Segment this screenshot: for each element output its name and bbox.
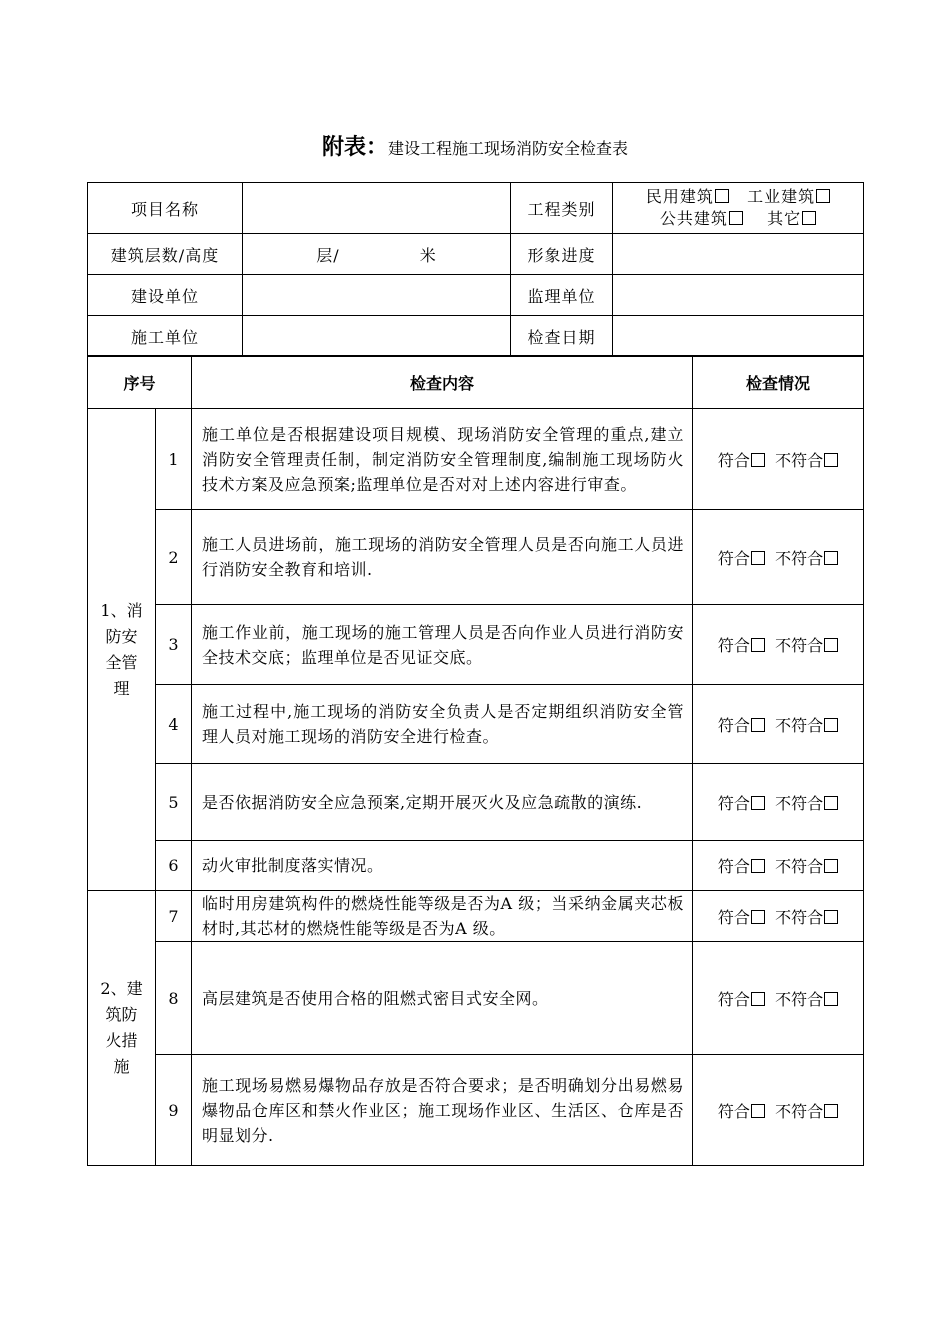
pass-checkbox[interactable]	[751, 551, 765, 565]
check-date-label: 检查日期	[511, 316, 613, 357]
type-other-checkbox[interactable]	[802, 211, 816, 225]
item-status: 符合 不符合	[693, 841, 864, 891]
pass-checkbox[interactable]	[751, 859, 765, 873]
item-text: 施工现场易燃易爆物品存放是否符合要求；是否明确划分出易燃易爆物品仓库区和禁火作业区；施工现场作业区、生活区、仓库是否明显划分.	[192, 1055, 693, 1166]
item-number: 5	[156, 764, 192, 841]
type-civil-checkbox[interactable]	[715, 189, 729, 203]
item-status: 符合 不符合	[693, 510, 864, 605]
item-status: 符合 不符合	[693, 685, 864, 764]
fail-checkbox[interactable]	[824, 1104, 838, 1118]
fail-checkbox[interactable]	[824, 910, 838, 924]
section-2-label: 2、建 筑防 火措 施	[88, 891, 156, 1166]
item-status: 符合 不符合	[693, 409, 864, 510]
header-content: 检查内容	[192, 356, 693, 409]
item-text: 施工人员进场前，施工现场的消防安全管理人员是否向施工人员进行消防安全教育和培训.	[192, 510, 693, 605]
item-text: 动火审批制度落实情况。	[192, 841, 693, 891]
pass-checkbox[interactable]	[751, 910, 765, 924]
item-number: 6	[156, 841, 192, 891]
type-other-label: 其它	[767, 209, 802, 228]
table-row	[88, 841, 864, 891]
fail-checkbox[interactable]	[824, 453, 838, 467]
project-type-options	[613, 183, 864, 234]
item-text: 施工单位是否根据建设项目规模、现场消防安全管理的重点,建立消防安全管理责任制，制定消防安全管理制度,编制施工现场防火技术方案及应急预案;监理单位是否对对上述内容进行审查。	[192, 409, 693, 510]
pass-checkbox[interactable]	[751, 453, 765, 467]
supervisor-value[interactable]	[613, 275, 864, 316]
fail-checkbox[interactable]	[824, 638, 838, 652]
table-row	[88, 942, 864, 1055]
fail-checkbox[interactable]	[824, 551, 838, 565]
builder-value[interactable]	[243, 275, 511, 316]
item-number: 2	[156, 510, 192, 605]
pass-checkbox[interactable]	[751, 796, 765, 810]
height-unit: 米	[419, 245, 437, 265]
pass-checkbox[interactable]	[751, 992, 765, 1006]
floors-value[interactable]	[243, 234, 511, 275]
progress-label: 形象进度	[511, 234, 613, 275]
info-table	[87, 182, 864, 357]
item-status: 符合 不符合	[693, 891, 864, 942]
header-seq: 序号	[88, 356, 192, 409]
table-row	[88, 891, 864, 942]
item-status: 符合 不符合	[693, 942, 864, 1055]
pass-checkbox[interactable]	[751, 638, 765, 652]
table-row	[88, 409, 864, 510]
page-title	[0, 130, 950, 161]
type-public-label: 公共建筑	[659, 209, 728, 228]
type-public-checkbox[interactable]	[729, 211, 743, 225]
table-row	[88, 605, 864, 685]
table-row	[88, 764, 864, 841]
builder-label: 建设单位	[88, 275, 243, 316]
item-number: 8	[156, 942, 192, 1055]
project-type-label: 工程类别	[511, 183, 613, 234]
checklist-table	[87, 355, 864, 1166]
pass-checkbox[interactable]	[751, 1104, 765, 1118]
item-status: 符合 不符合	[693, 605, 864, 685]
item-number: 7	[156, 891, 192, 942]
item-text: 临时用房建筑构件的燃烧性能等级是否为A 级；当采纳金属夹芯板材时,其芯材的燃烧性能等级是否为A 级。	[192, 891, 693, 942]
item-status: 符合 不符合	[693, 1055, 864, 1166]
table-row	[88, 685, 864, 764]
check-date-value[interactable]	[613, 316, 864, 357]
type-industrial-checkbox[interactable]	[816, 189, 830, 203]
table-row	[88, 1055, 864, 1166]
contractor-value[interactable]	[243, 316, 511, 357]
table-row	[88, 510, 864, 605]
title-text: 建设工程施工现场消防安全检查表	[388, 139, 629, 158]
item-text: 是否依据消防安全应急预案,定期开展灭火及应急疏散的演练.	[192, 764, 693, 841]
project-name-value[interactable]	[243, 183, 511, 234]
supervisor-label: 监理单位	[511, 275, 613, 316]
progress-value[interactable]	[613, 234, 864, 275]
section-1-label: 1、消 防安 全管 理	[88, 409, 156, 891]
item-number: 3	[156, 605, 192, 685]
fail-checkbox[interactable]	[824, 992, 838, 1006]
type-civil-label: 民用建筑	[645, 187, 714, 206]
type-industrial-label: 工业建筑	[747, 187, 816, 206]
fail-checkbox[interactable]	[824, 859, 838, 873]
item-number: 9	[156, 1055, 192, 1166]
floors-unit: 层/	[316, 245, 340, 265]
item-number: 1	[156, 409, 192, 510]
item-text: 高层建筑是否使用合格的阻燃式密目式安全网。	[192, 942, 693, 1055]
floors-label: 建筑层数/高度	[88, 234, 243, 275]
fail-checkbox[interactable]	[824, 718, 838, 732]
fail-checkbox[interactable]	[824, 796, 838, 810]
project-name-label: 项目名称	[88, 183, 243, 234]
header-status: 检查情况	[693, 356, 864, 409]
item-number: 4	[156, 685, 192, 764]
item-status: 符合 不符合	[693, 764, 864, 841]
title-prefix: 附表：	[321, 135, 388, 160]
item-text: 施工作业前，施工现场的施工管理人员是否向作业人员进行消防安全技术交底；监理单位是否见证交底。	[192, 605, 693, 685]
contractor-label: 施工单位	[88, 316, 243, 357]
pass-checkbox[interactable]	[751, 718, 765, 732]
item-text: 施工过程中,施工现场的消防安全负责人是否定期组织消防安全管理人员对施工现场的消防安全进行检查。	[192, 685, 693, 764]
